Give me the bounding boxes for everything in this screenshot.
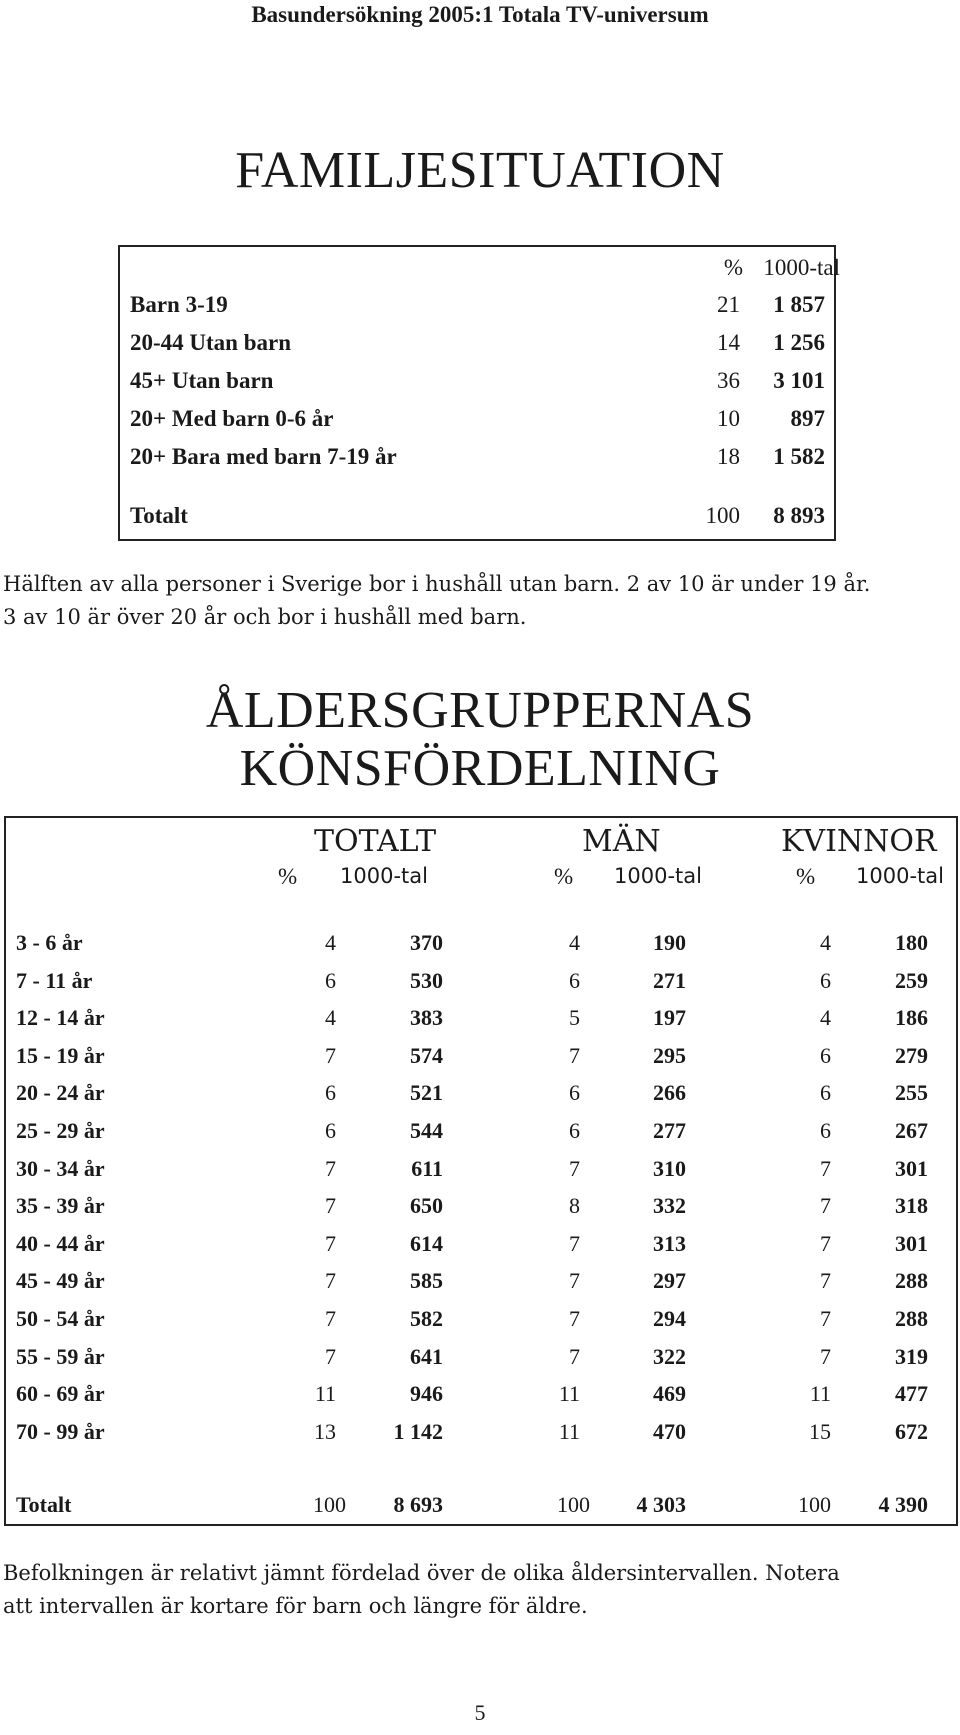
- row-total-k: 1 142: [393, 1418, 443, 1444]
- row-women-k: 477: [895, 1381, 928, 1407]
- age-note-line-2: att intervallen är kortare för barn och längre för äldre.: [3, 1594, 588, 1618]
- row-women-pct: 7: [820, 1268, 831, 1294]
- row-total-k: 641: [410, 1343, 443, 1369]
- row-women-pct: 7: [820, 1306, 831, 1331]
- row-women-k: 255: [895, 1080, 928, 1106]
- family-col-k: 1000-tal: [763, 255, 840, 280]
- row-total-pct: 7: [325, 1343, 336, 1369]
- row-women-k: 279: [895, 1042, 928, 1068]
- row-women-pct: 6: [820, 1118, 831, 1143]
- row-men-pct: 4: [569, 930, 580, 955]
- row-men-k: 271: [653, 967, 686, 993]
- row-women-k: 288: [895, 1306, 928, 1331]
- age-title-line-2: KÖNSFÖRDELNING: [239, 740, 721, 798]
- row-total-pct: 4: [325, 930, 336, 955]
- total-label: Totalt: [16, 1492, 72, 1517]
- row-total-pct: 13: [314, 1418, 336, 1444]
- row-women-k: 301: [895, 1155, 928, 1181]
- table-row: [6, 1381, 956, 1417]
- col-men-pct: %: [554, 864, 574, 889]
- row-women-pct: 6: [820, 967, 831, 993]
- row-pct: 21: [717, 292, 740, 317]
- group-header-men: MÄN: [582, 824, 661, 859]
- row-men-k: 190: [653, 930, 686, 955]
- row-k: 1 857: [773, 292, 825, 317]
- row-label: 60 - 69 år: [16, 1381, 105, 1407]
- row-men-pct: 8: [569, 1193, 580, 1219]
- group-header-total: TOTALT: [314, 824, 437, 859]
- row-label: 50 - 54 år: [16, 1306, 105, 1331]
- row-total-k: 574: [410, 1042, 443, 1068]
- table-row: [120, 444, 834, 476]
- row-women-pct: 7: [820, 1343, 831, 1369]
- age-note: [3, 1557, 953, 1623]
- row-women-k: 672: [895, 1418, 928, 1444]
- col-men-k: 1000-tal: [614, 864, 702, 888]
- row-women-k: 319: [895, 1343, 928, 1369]
- row-label: 20-44 Utan barn: [130, 330, 292, 355]
- row-women-pct: 7: [820, 1230, 831, 1256]
- table-row: [6, 1306, 956, 1342]
- table-row: [6, 1005, 956, 1041]
- table-total-row: [6, 1492, 956, 1528]
- row-women-k: 259: [895, 967, 928, 993]
- row-total-pct: 7: [325, 1193, 336, 1219]
- row-total-pct: 11: [314, 1381, 336, 1407]
- row-total-k: 383: [410, 1005, 443, 1031]
- group-header-women: KVINNOR: [781, 824, 937, 859]
- row-label: 20+ Bara med barn 7-19 år: [130, 444, 397, 469]
- table-row: [6, 1193, 956, 1229]
- row-total-k: 530: [410, 967, 443, 993]
- row-total-pct: 7: [325, 1042, 336, 1068]
- row-label: 40 - 44 år: [16, 1230, 105, 1256]
- row-k: 1 582: [773, 444, 825, 469]
- row-men-k: 313: [653, 1230, 686, 1256]
- table-row: [6, 1344, 956, 1380]
- age-note-line-1: Befolkningen är relativt jämnt fördelad över de olika åldersintervallen. Notera: [3, 1561, 840, 1585]
- row-women-k: 318: [895, 1193, 928, 1219]
- row-label: 20+ Med barn 0-6 år: [130, 406, 334, 431]
- row-men-k: 294: [653, 1306, 686, 1331]
- row-total-k: 544: [410, 1118, 443, 1143]
- total-pct: 100: [705, 503, 740, 528]
- table-row: [120, 292, 834, 324]
- row-women-pct: 7: [820, 1193, 831, 1219]
- family-note-line-1: Hälften av alla personer i Sverige bor i hushåll utan barn. 2 av 10 är under 19 år.: [3, 572, 871, 596]
- table-row: [6, 1419, 956, 1455]
- row-total-pct: 4: [325, 1005, 336, 1031]
- row-men-pct: 7: [569, 1042, 580, 1068]
- row-men-k: 310: [653, 1155, 686, 1181]
- row-label: Barn 3-19: [130, 292, 228, 317]
- row-total-k: 614: [410, 1230, 443, 1256]
- table-row: [120, 406, 834, 438]
- row-men-k: 197: [653, 1005, 686, 1031]
- col-women-k: 1000-tal: [856, 864, 944, 888]
- row-k: 1 256: [773, 330, 825, 355]
- row-total-k: 585: [410, 1268, 443, 1294]
- age-title-line-1: ÅLDERSGRUPPERNAS: [205, 682, 755, 739]
- row-men-pct: 5: [569, 1005, 580, 1031]
- table-row: [6, 1268, 956, 1304]
- table-row: [6, 968, 956, 1004]
- family-table: [118, 245, 840, 541]
- running-title: Basundersökning 2005:1 Totala TV-universum: [251, 2, 709, 27]
- row-women-pct: 7: [820, 1155, 831, 1181]
- row-men-pct: 11: [558, 1381, 580, 1407]
- row-total-pct: 7: [325, 1155, 336, 1181]
- row-men-k: 266: [653, 1080, 686, 1106]
- row-label: 3 - 6 år: [16, 930, 83, 955]
- table-row: [6, 930, 956, 966]
- row-label: 45 - 49 år: [16, 1268, 105, 1294]
- row-men-pct: 6: [569, 1080, 580, 1106]
- row-men-k: 295: [653, 1042, 686, 1068]
- row-women-k: 301: [895, 1230, 928, 1256]
- row-men-pct: 11: [558, 1418, 580, 1444]
- row-label: 45+ Utan barn: [130, 368, 274, 393]
- row-k: 897: [790, 406, 825, 431]
- row-men-k: 297: [653, 1268, 686, 1294]
- col-women-pct: %: [796, 864, 816, 889]
- row-men-k: 470: [653, 1418, 686, 1444]
- row-men-pct: 7: [569, 1230, 580, 1256]
- row-women-pct: 6: [820, 1042, 831, 1068]
- table-row: [120, 368, 834, 400]
- total-men-pct: 100: [557, 1492, 590, 1517]
- row-label: 35 - 39 år: [16, 1193, 105, 1219]
- total-total-k: 8 693: [393, 1492, 443, 1517]
- family-note: [3, 568, 953, 634]
- row-women-pct: 6: [820, 1080, 831, 1106]
- row-women-pct: 4: [820, 1005, 831, 1031]
- row-total-k: 946: [410, 1381, 443, 1407]
- row-women-k: 267: [895, 1118, 928, 1143]
- family-note-line-2: 3 av 10 är över 20 år och bor i hushåll med barn.: [3, 605, 527, 629]
- row-total-k: 611: [411, 1155, 443, 1181]
- total-total-pct: 100: [313, 1492, 346, 1517]
- row-label: 20 - 24 år: [16, 1080, 105, 1106]
- row-label: 7 - 11 år: [16, 967, 93, 993]
- row-men-pct: 7: [569, 1268, 580, 1294]
- row-total-k: 650: [410, 1193, 443, 1219]
- row-pct: 14: [717, 330, 740, 355]
- row-women-k: 288: [895, 1268, 928, 1294]
- total-women-k: 4 390: [878, 1492, 928, 1517]
- table-row: [6, 1043, 956, 1079]
- row-label: 12 - 14 år: [16, 1005, 105, 1031]
- row-men-k: 277: [653, 1118, 686, 1143]
- row-total-pct: 7: [325, 1306, 336, 1331]
- total-label: Totalt: [130, 503, 188, 528]
- row-total-pct: 7: [325, 1230, 336, 1256]
- row-label: 30 - 34 år: [16, 1155, 105, 1181]
- row-total-k: 521: [410, 1080, 443, 1106]
- row-women-pct: 15: [809, 1418, 831, 1444]
- age-gender-table: [4, 816, 958, 1526]
- row-total-pct: 7: [325, 1268, 336, 1294]
- row-total-k: 582: [410, 1306, 443, 1331]
- total-men-k: 4 303: [636, 1492, 686, 1517]
- total-k: 8 893: [773, 503, 825, 528]
- total-women-pct: 100: [798, 1492, 831, 1517]
- family-col-pct: %: [723, 255, 743, 280]
- row-men-pct: 6: [569, 967, 580, 993]
- row-label: 70 - 99 år: [16, 1418, 105, 1444]
- row-men-k: 332: [653, 1193, 686, 1219]
- row-women-k: 180: [895, 930, 928, 955]
- row-women-k: 186: [895, 1005, 928, 1031]
- row-label: 25 - 29 år: [16, 1118, 105, 1143]
- row-women-pct: 11: [809, 1381, 831, 1407]
- row-men-pct: 7: [569, 1343, 580, 1369]
- table-row: [6, 1080, 956, 1116]
- table-row: [6, 1118, 956, 1154]
- row-men-k: 322: [653, 1343, 686, 1369]
- family-table-header: [120, 255, 840, 287]
- family-section-title: FAMILJESITUATION: [235, 142, 725, 199]
- row-pct: 10: [717, 406, 740, 431]
- row-total-pct: 6: [325, 1118, 336, 1143]
- row-pct: 18: [717, 444, 740, 469]
- table-row: [6, 1231, 956, 1267]
- col-total-k: 1000-tal: [340, 864, 428, 888]
- table-row: [6, 1156, 956, 1192]
- row-label: 55 - 59 år: [16, 1343, 105, 1369]
- row-women-pct: 4: [820, 930, 831, 955]
- row-k: 3 101: [773, 368, 825, 393]
- row-pct: 36: [717, 368, 740, 393]
- row-total-k: 370: [410, 930, 443, 955]
- row-men-k: 469: [653, 1381, 686, 1407]
- page-number: 5: [474, 1700, 486, 1725]
- age-section-title: [0, 682, 960, 798]
- table-row: [120, 330, 834, 362]
- row-total-pct: 6: [325, 1080, 336, 1106]
- table-total-row: [120, 503, 834, 535]
- row-men-pct: 6: [569, 1118, 580, 1143]
- row-men-pct: 7: [569, 1155, 580, 1181]
- col-total-pct: %: [278, 864, 298, 889]
- row-label: 15 - 19 år: [16, 1042, 105, 1068]
- row-men-pct: 7: [569, 1306, 580, 1331]
- row-total-pct: 6: [325, 967, 336, 993]
